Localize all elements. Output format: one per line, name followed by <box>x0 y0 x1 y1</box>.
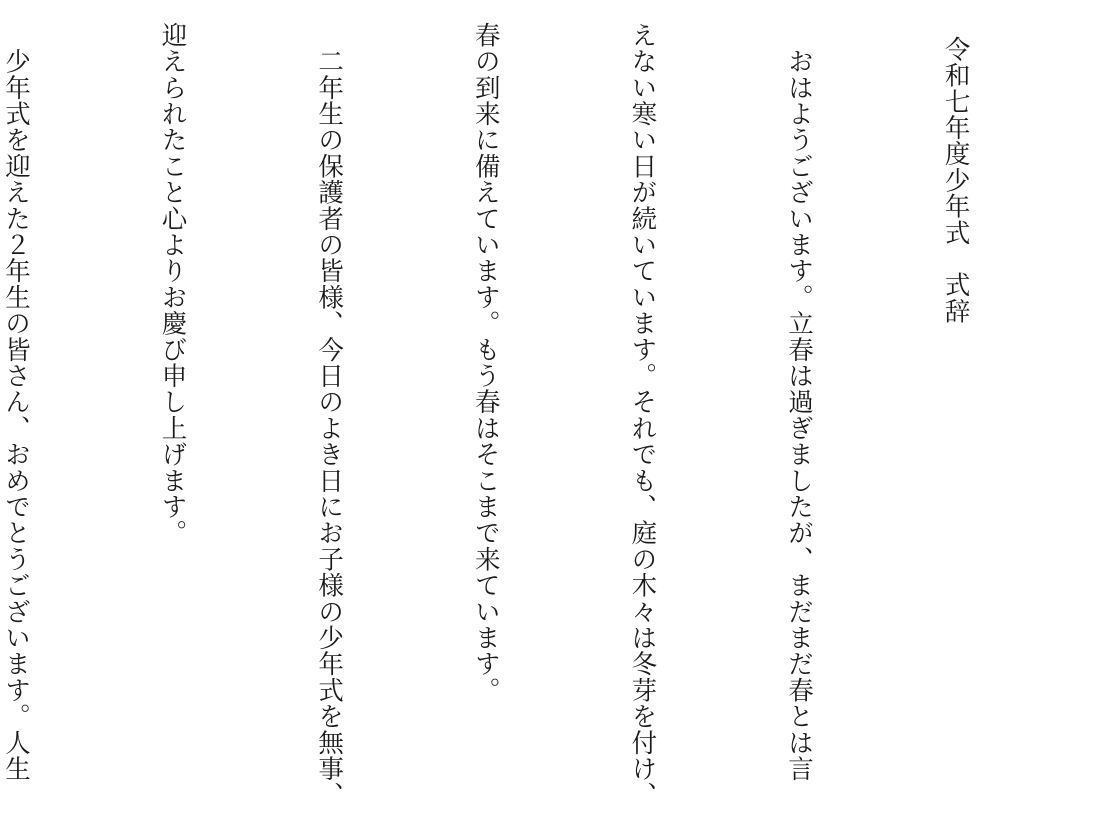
speech-body <box>0 22 1086 808</box>
text-line: えない寒い日が続いています。それでも、庭の木々は冬芽を付け、 <box>627 22 658 808</box>
text-line: 迎えられたこと心よりお慶び申し上げます。 <box>157 22 188 546</box>
text-line: 二年生の保護者の皆様、今日のよき日にお子様の少年式を無事、 <box>314 22 345 808</box>
text-line: おはようございます。立春は過ぎましたが、まだまだ春とは言 <box>783 22 814 782</box>
text-line: 春の到来に備えています。もう春はそこまで来ています。 <box>470 22 501 704</box>
text-line: 少年式を迎えた２年生の皆さん、おめでとうございます。人生 <box>0 22 31 782</box>
speech-title: 令和七年度少年式 式辞 <box>940 36 971 325</box>
